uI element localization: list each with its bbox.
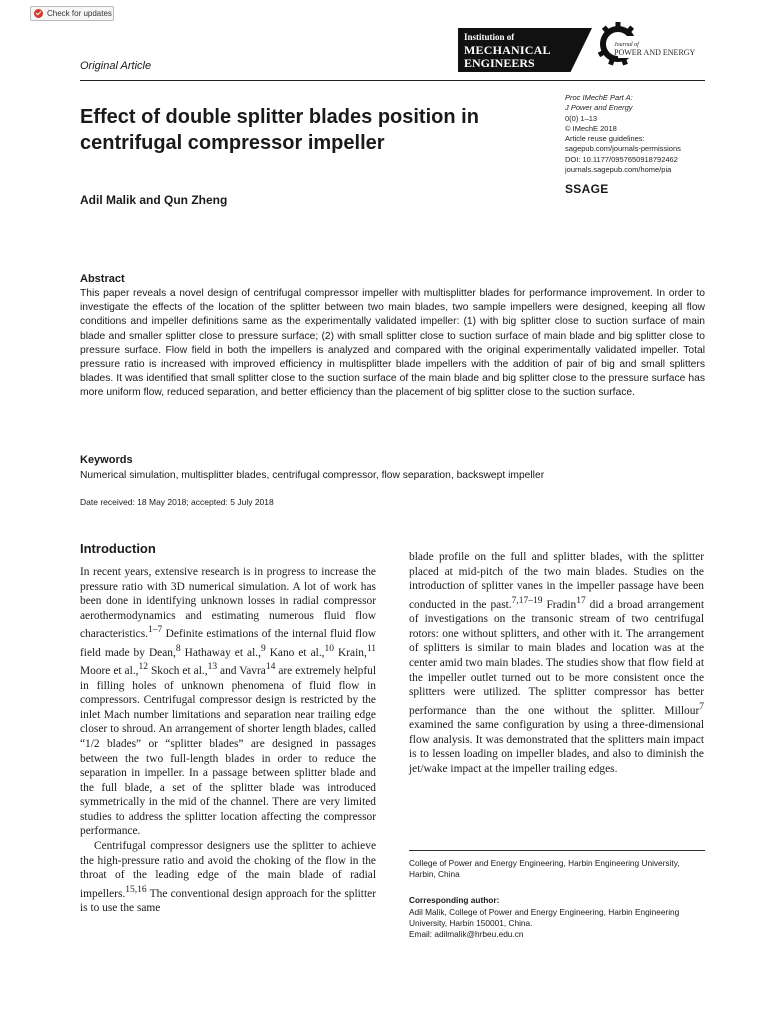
meta-copyright: © IMechE 2018 (565, 123, 617, 133)
article-title: Effect of double splitter blades position in centrifugal compressor impeller (80, 106, 479, 154)
meta-homepage-link[interactable]: journals.sagepub.com/home/pia (565, 165, 672, 175)
author-affiliation: College of Power and Energy Engineering, Harbin Engineering University, Harbin, China (409, 858, 680, 879)
sage-logo: SSAGE (565, 182, 609, 196)
meta-volume: 0(0) 1–13 (565, 113, 598, 123)
intro-paragraph-1: In recent years, extensive research is in progress to increase the pressure ratio with 3D numerical simulation. A lot of work has been done in identifying unknown losses in radial compressor aerothermodynamics and estimating numerous fluid flow characteristics.$^{1-7}$ Definite estimations of the internal fluid flow field made by Dean,$^8$ Hathaway et al.,$^9$ Kano et al.,$^{10}$ Krain,$^{11}$ Moore et al.,$^{12}$ Skoch et al.,$^{13}$ and Vavra$^{14}$ are extremely helpful in filling holes of unknown phenomena of fluid flow in compressors. Centrifugal compressor design is restricted by the inlet Mach number limitations and separation near trailing edge closer to shroud. An arrangement of shorter length blades, called “1/2 blades” or “splitter blades” are designed in passages between the two full-length blades in order to reduce the separation in impeller. In a passage between splitter blade and the full blade, a set of the splitter blade was introduced symmetrically in the mid of the channel. There are very limited studies to address the splitter location affecting the compressor performance. (80, 566, 377, 838)
journal-prefix: Journal of (614, 42, 639, 48)
check-for-updates-label: Check for updates (47, 9, 112, 18)
check-icon (34, 9, 43, 18)
article-metadata (565, 93, 715, 175)
meta-journal: Proc IMechE Part A: (565, 93, 633, 102)
corresponding-author-heading: Corresponding author: (409, 895, 500, 905)
introduction-heading: Introduction (80, 541, 156, 556)
corresponding-author-address: Adil Malik, College of Power and Energy Engineering, Harbin Engineering University, Harbin 150001, China. (409, 907, 680, 928)
footnote-divider (409, 850, 705, 851)
meta-doi[interactable]: DOI: 10.1177/0957650918792462 (565, 154, 678, 164)
logo-line-1: Institution of (464, 32, 515, 42)
article-type: Original Article (80, 60, 152, 72)
meta-reuse-label: Article reuse guidelines: (565, 134, 645, 144)
keywords-heading: Keywords (80, 454, 133, 466)
abstract-text: This paper reveals a novel design of centrifugal compressor impeller with multisplitter blades for performance improvement. In order to investigate the effects of the location of the splitter between two main blades, two sample impellers were designed, keeping all flow conditions and impeller definitions same as the experimentally validated impeller: (1) with big splitter close to suction surface of main blade and smaller splitter close to pressure surface; (2) with small splitter close to suction surface of main blade and big splitter close to pressure surface. Flow field in both the impellers is analyzed and compared with the original experimentally validated impeller. Total pressure ratio is increased with improved efficiency in multisplitter blade impellers with the addition of pair of big and small splitters blades. It was identified that small splitter close to the suction surface of the main blade and big splitter close to the pressure surface has more uniform flow, reduced separation, and better efficiency than the placement of big splitter close to the suction surface. (80, 288, 705, 399)
intro-paragraph-2: Centrifugal compressor designers use the splitter to achieve the high-pressure ratio and avoid the choking of the flow in the throat of the leading edge of the main blade of radial impellers.$^{15,16}$ The conventional design approach for the splitter is to use the same (80, 840, 376, 915)
corresponding-author-email[interactable]: Email: adilmalik@hrbeu.edu.cn (409, 929, 524, 939)
body-column-left (80, 565, 376, 916)
keywords-text: Numerical simulation, multisplitter blades, centrifugal compressor, flow separation, backswept impeller (80, 470, 545, 481)
body-column-right (409, 550, 704, 777)
article-authors: Adil Malik and Qun Zheng (80, 193, 228, 207)
logo-line-3: ENGINEERS (464, 56, 535, 70)
logo-line-2: MECHANICAL (464, 43, 551, 57)
intro-paragraph-3: blade profile on the full and splitter blades, with the splitter placed at mid-pitch of the two main blades. Studies on the introduction of splitter vanes in the impeller passage have been conducted in the past.$^{7,17-19}$ Fradin$^{17}$ did a broad arrangement of investigations on the transonic stream of two centrifugal rotors: one without splitters, and other with it. The arrangement of splitters is similar to main blades and location was at the center amid two main blades. The studies show that flow field at the impeller outlet turned out to be more consistent once the splitters were utilized. The splitter compressor has better performance than the one without the splitter. Millour$^7$ examined the same configuration by using a three-dimensional flow analysis. It was demonstrated that the splitters main impact is to lessen loading on impeller blades, and also to diminish the jet/wake impact at the impeller trailing edges. (409, 551, 704, 775)
corresponding-author-details (409, 907, 705, 940)
meta-reuse-link[interactable]: sagepub.com/journals-permissions (565, 144, 681, 154)
abstract-heading: Abstract (80, 273, 125, 285)
date-received: Date received: 18 May 2018; accepted: 5 July 2018 (80, 497, 274, 507)
header-divider (80, 80, 705, 81)
meta-journal-sub: J Power and Energy (565, 103, 633, 113)
journal-name: POWER AND ENERGY (614, 48, 696, 57)
check-for-updates-button[interactable] (30, 6, 114, 21)
imeche-logo (458, 28, 592, 72)
